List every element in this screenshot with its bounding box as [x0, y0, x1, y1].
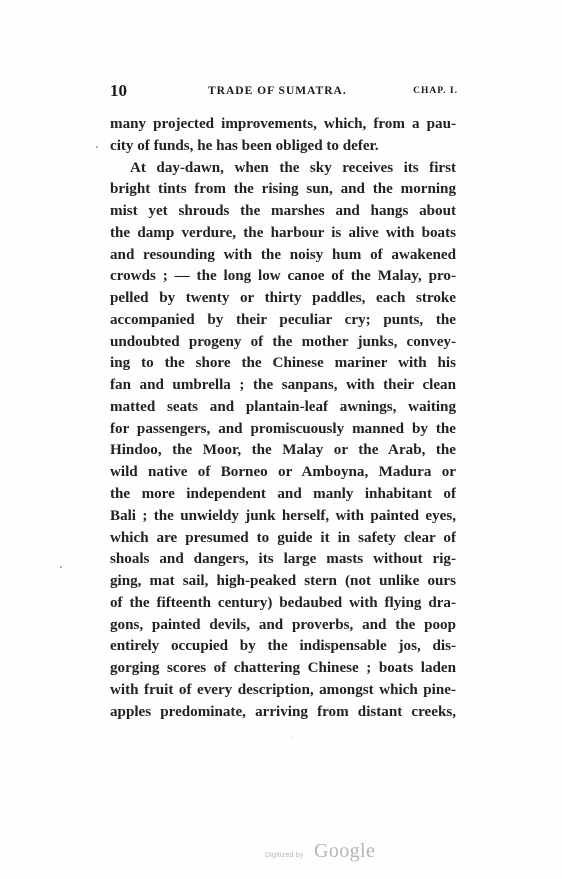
text-line: wild native of Borneo or Amboyna, Madura or [110, 464, 456, 481]
digitized-by-google-watermark [262, 838, 392, 868]
text-line: Bali ; the unwieldy junk herself, with painted eyes, [110, 507, 456, 524]
text-line: city of funds, he has been obliged to defer. [110, 137, 379, 154]
text-line: many projected improvements, which, from a pau- [110, 116, 456, 132]
text-line: mist yet shrouds the marshes and hangs about [110, 203, 456, 220]
text-line: accompanied by their peculiar cry; punts, the [110, 311, 456, 328]
text-line: entirely occupied by the indispensable jos, dis- [110, 638, 456, 655]
text-line: apples predominate, arriving from distant creeks, [110, 703, 456, 720]
text-line: pelled by twenty or thirty paddles, each stroke [110, 290, 456, 307]
page-number: 10 [110, 81, 127, 100]
text-line: which are presumed to guide it in safety clear of [110, 529, 456, 546]
paragraph-first-line: At day-dawn, when the sky receives its first [130, 159, 456, 176]
scan-speck [96, 146, 98, 148]
text-line: of the fifteenth century) bedaubed with flying dra- [110, 594, 456, 611]
digitized-label: Digitized by [265, 852, 304, 859]
text-line: with fruit of every description, amongst which pine- [110, 681, 456, 698]
running-title: TRADE OF SUMATRA. [208, 85, 347, 97]
text-line: undoubted progeny of the mother junks, convey- [110, 333, 456, 350]
body-text [110, 114, 456, 723]
text-line: ing to the shore the Chinese mariner with his [110, 355, 456, 372]
text-line: fan and umbrella ; the sanpans, with their clean [110, 377, 456, 394]
text-line: matted seats and plantain-leaf awnings, waiting [110, 398, 456, 415]
text-line: gorging scores of chattering Chinese ; boats laden [110, 660, 456, 677]
text-line: crowds ; — the long low canoe of the Malay, pro- [110, 268, 456, 285]
text-line: ging, mat sail, high-peaked stern (not unlike ours [110, 573, 456, 590]
text-line: the damp verdure, the harbour is alive with boats [110, 224, 456, 241]
text-line: the more independent and manly inhabitant of [110, 486, 456, 503]
text-line: and resounding with the noisy hum of awakened [110, 246, 456, 263]
text-line: gons, painted devils, and proverbs, and the poop [110, 616, 456, 633]
text-line: Hindoo, the Moor, the Malay or the Arab, the [110, 442, 456, 459]
text-line: bright tints from the rising sun, and the morning [110, 181, 456, 198]
scan-speck [292, 737, 293, 738]
chapter-label: CHAP. I. [413, 86, 458, 96]
text-line: for passengers, and promiscuously manned by the [110, 420, 456, 437]
google-logo: Google [314, 840, 376, 862]
text-line: shoals and dangers, its large masts without rig- [110, 551, 456, 568]
scan-speck [60, 566, 62, 568]
running-head [110, 81, 458, 101]
